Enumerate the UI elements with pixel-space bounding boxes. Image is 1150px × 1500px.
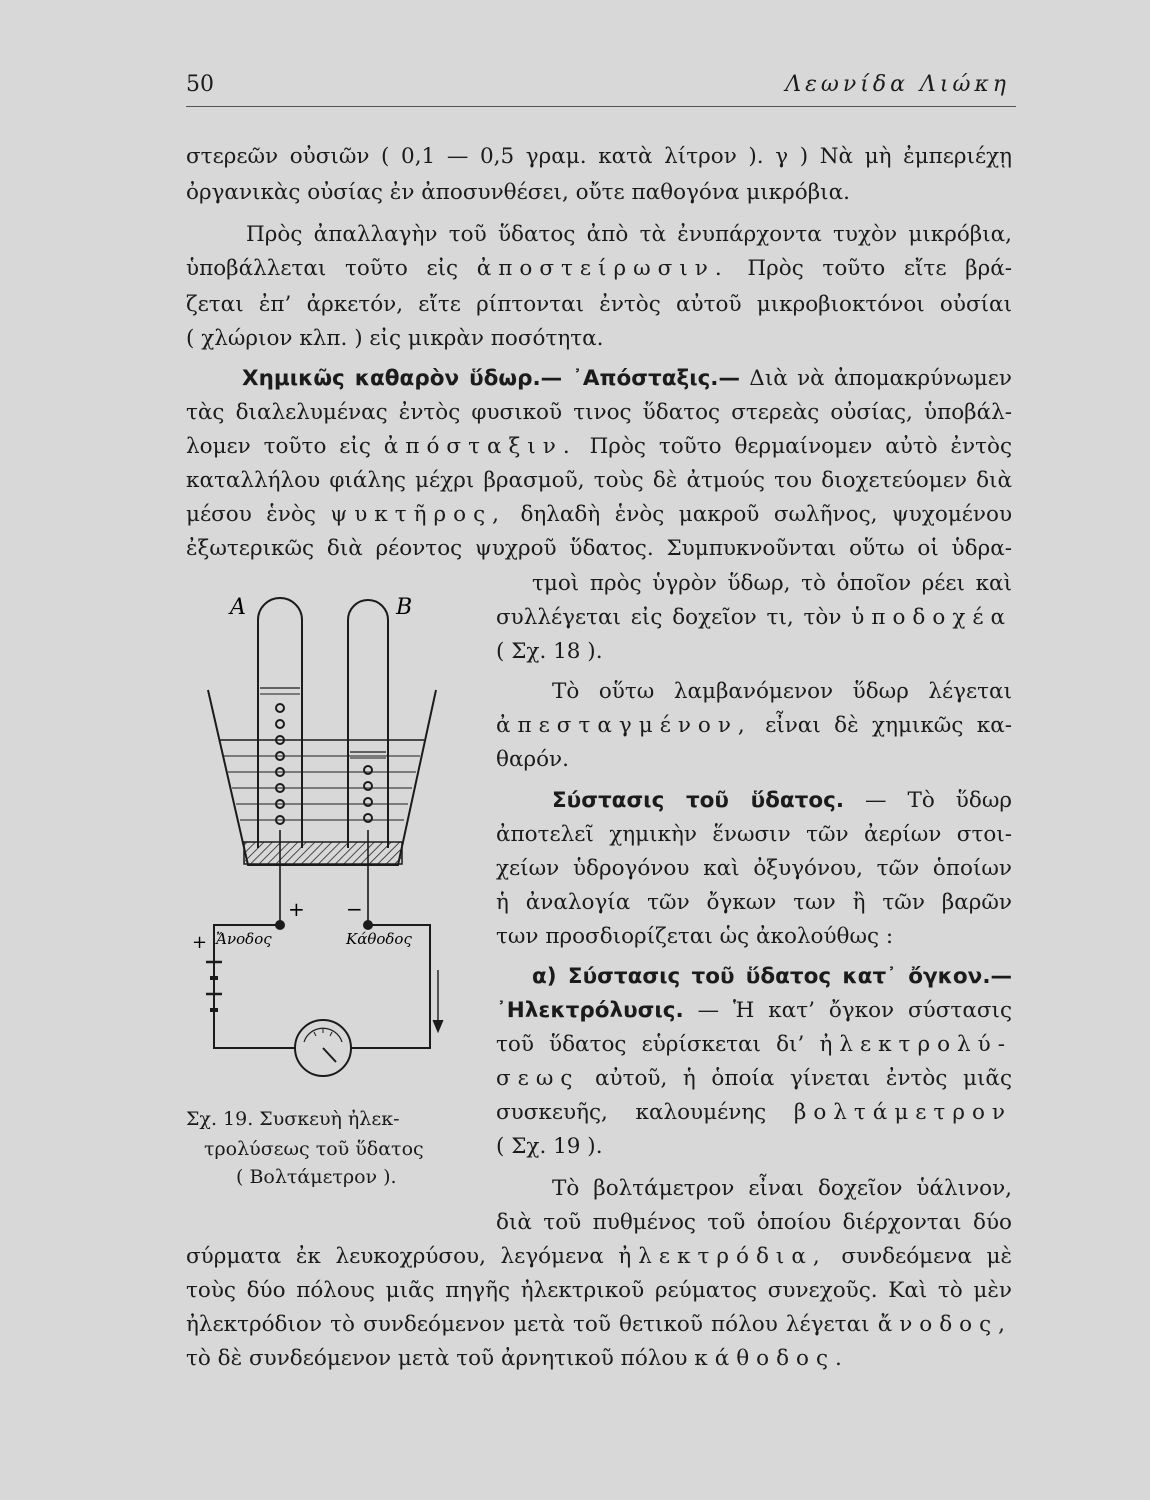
body-line: καταλλήλου φιάλης μέχρι βρασμοῦ, τοὺς δὲ ἀτμούς του διοχετεύομεν διὰ bbox=[186, 468, 1012, 493]
body-line: σεως αὐτοῦ, ἡ ὁποία γίνεται ἐντὸς μιᾶς bbox=[496, 1066, 1012, 1091]
body-line: ἀποτελεῖ χημικὴν ἕνωσιν τῶν ἀερίων στοι- bbox=[496, 822, 1012, 847]
body-line: ( Σχ. 19 ). bbox=[496, 1134, 603, 1159]
body-line: Τὸ οὕτω λαμβανόμενον ὕδωρ λέγεται bbox=[552, 679, 1012, 704]
body-line: μέσου ἑνὸς ψυκτῆρος, δηλαδὴ ἑνὸς μακροῦ σωλῆνος, ψυχομένου bbox=[186, 502, 1013, 527]
body-line: στερεῶν οὐσιῶν ( 0,1 — 0,5 γραμ. κατὰ λίτρον ). γ ) Νὰ μὴ ἐμπεριέχῃ bbox=[186, 144, 1012, 169]
figure-caption: ( Βολτάμετρον ). bbox=[236, 1166, 397, 1188]
body-line: ᾿Ηλεκτρόλυσις. — Ἡ κατ’ ὄγκον σύστασις bbox=[496, 998, 1012, 1023]
body-line: ὑποβάλλεται τοῦτο εἰς ἀποστείρωσιν. Πρὸς τοῦτο εἴτε βρά- bbox=[186, 256, 1012, 281]
subsection-heading: α) Σύστασις τοῦ ὕδατος κατ᾿ ὄγκον.— bbox=[532, 964, 1012, 989]
minus-sign: − bbox=[346, 897, 363, 921]
header-rule bbox=[186, 106, 1016, 107]
body-line: σύρματα ἐκ λευκοχρύσου, λεγόμενα ἠλεκτρόδια, συνδεόμενα μὲ bbox=[186, 1244, 1012, 1269]
body-line: Τὸ βολτάμετρον εἶναι δοχεῖον ὑάλινον, bbox=[552, 1176, 1012, 1201]
running-header-author: Λεωνίδα Λιώκη bbox=[785, 72, 1010, 97]
figure-caption: Σχ. 19. Συσκευὴ ἠλεκ- bbox=[186, 1108, 400, 1130]
body-line: ζεται ἐπ’ ἀρκετόν, εἴτε ρίπτονται ἐντὸς αὐτοῦ μικροβιοκτόνοι οὐσίαι bbox=[186, 292, 1012, 317]
battery-plus: + bbox=[192, 932, 208, 953]
body-line: ἀπεσταγμένον, εἶναι δὲ χημικῶς κα- bbox=[496, 713, 1012, 738]
section-heading: Χημικῶς καθαρὸν ὕδωρ.— ᾿Απόσταξις.— bbox=[242, 366, 740, 391]
figure-caption: τρολύσεως τοῦ ὕδατος bbox=[204, 1138, 424, 1160]
body-line: διὰ τοῦ πυθμένος τοῦ ὁποίου διέρχονται δύο bbox=[496, 1210, 1012, 1235]
body-line: λομεν τοῦτο εἰς ἀπόσταξιν. Πρὸς τοῦτο θερμαίνομεν αὐτὸ ἐντὸς bbox=[186, 434, 1013, 459]
body-line: συσκευῆς, καλουμένης βολτάμετρον bbox=[496, 1100, 1012, 1125]
glass-vessel bbox=[208, 690, 436, 865]
body-line: τμοὶ πρὸς ὑγρὸν ὕδωρ, τὸ ὁποῖον ρέει καὶ bbox=[532, 571, 1012, 596]
body-line: ἐξωτερικῶς διὰ ρέοντος ψυχροῦ ὕδατος. Συμπυκνοῦνται οὕτω οἱ ὑδρα- bbox=[186, 536, 1012, 561]
body-line: τοὺς δύο πόλους μιᾶς πηγῆς ἠλεκτρικοῦ ρεύματος συνεχοῦς. Καὶ τὸ μὲν bbox=[186, 1278, 1012, 1303]
section-heading-line: Χημικῶς καθαρὸν ὕδωρ.— ᾿Απόσταξις.— Διὰ νὰ ἀπομακρύνωμεν bbox=[242, 366, 1012, 391]
anode-label: Ἄνοδος bbox=[216, 930, 272, 948]
subsection-heading-line bbox=[496, 966, 1012, 988]
body-line: των προσδιορίζεται ὡς ἀκολούθως : bbox=[496, 924, 894, 949]
body-line: ἠλεκτρόδιον τὸ συνδεόμενον μετὰ τοῦ θετικοῦ πόλου λέγεται ἄνοδος, bbox=[186, 1312, 1012, 1337]
section-heading: Σύστασις τοῦ ὕδατος. bbox=[552, 788, 845, 813]
tube-a bbox=[258, 598, 302, 848]
body-line: τὰς διαλελυμένας ἐντὸς φυσικοῦ τινος ὕδατος στερεὰς οὐσίας, ὑποβάλ- bbox=[186, 400, 1012, 425]
body-line: ( Σχ. 18 ). bbox=[496, 639, 603, 664]
body-line: τοῦ ὕδατος εὑρίσκεται δι’ ἠλεκτρολύ- bbox=[496, 1032, 1012, 1057]
section-heading-line: Σύστασις τοῦ ὕδατος. — Τὸ ὕδωρ bbox=[552, 788, 1012, 813]
body-line: χείων ὑδρογόνου καὶ ὀξυγόνου, τῶν ὁποίων bbox=[496, 856, 1012, 881]
body-line: Πρὸς ἀπαλλαγὴν τοῦ ὕδατος ἀπὸ τὰ ἐνυπάρχοντα τυχὸν μικρόβια, bbox=[246, 222, 1012, 247]
tube-b bbox=[348, 600, 388, 848]
body-line: ἡ ἀναλογία τῶν ὄγκων των ἢ τῶν βαρῶν bbox=[496, 890, 1012, 915]
body-line: τὸ δὲ συνδεόμενον μετὰ τοῦ ἀρνητικοῦ πόλου κάθοδος. bbox=[186, 1346, 849, 1371]
vessel-base bbox=[244, 842, 402, 864]
plus-sign: + bbox=[288, 897, 305, 921]
body-line: συλλέγεται εἰς δοχεῖον τι, τὸν ὑποδοχέα bbox=[496, 605, 1012, 630]
cathode-label: Κάθοδος bbox=[346, 930, 412, 948]
page-number: 50 bbox=[186, 72, 214, 97]
label-a: A bbox=[230, 595, 246, 620]
body-line: ὀργανικὰς οὐσίας ἐν ἀποσυνθέσει, οὔτε παθογόνα μικρόβια. bbox=[186, 180, 850, 205]
voltameter-figure bbox=[186, 580, 446, 1100]
body-line: ( χλώριον κλπ. ) εἰς μικρὰν ποσότητα. bbox=[186, 326, 604, 351]
label-b: B bbox=[396, 595, 413, 620]
body-line: θαρόν. bbox=[496, 747, 569, 772]
